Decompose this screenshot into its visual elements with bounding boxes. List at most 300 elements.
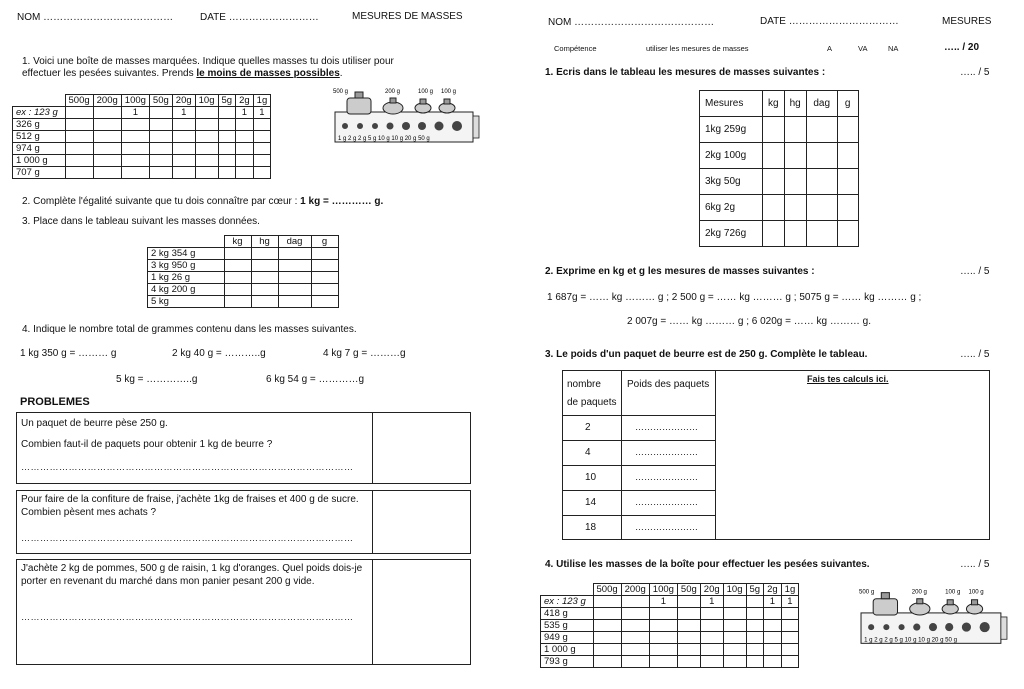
table-cell xyxy=(621,620,649,632)
table-cell xyxy=(172,131,195,143)
table-cell: 1 xyxy=(700,596,723,608)
table-cell xyxy=(763,195,785,221)
table-cell xyxy=(253,155,271,167)
problem-1-statement: Un paquet de beurre pèse 250 g. xyxy=(21,418,168,429)
table-cell xyxy=(251,296,278,308)
table-cell xyxy=(224,260,251,272)
table-cell xyxy=(621,644,649,656)
table-cell: 1 xyxy=(172,107,195,119)
q1-instruction-emphasis: le moins de masses possibles xyxy=(196,68,340,79)
table-row xyxy=(148,284,339,296)
table-cell xyxy=(65,143,93,155)
table-row xyxy=(541,620,799,632)
table-cell xyxy=(806,169,837,195)
table-cell xyxy=(593,644,621,656)
table-cell xyxy=(172,143,195,155)
table-cell xyxy=(784,143,806,169)
left-nom-field: NOM ………………………………… xyxy=(17,12,174,23)
table-cell xyxy=(723,656,746,668)
table-corner-cell xyxy=(13,95,66,107)
butter-row-line xyxy=(563,465,715,466)
table-cell xyxy=(746,632,764,644)
q2-text: 2. Complète l'égalité suivante que tu dois connaître par cœur : xyxy=(22,196,298,207)
table-cell xyxy=(172,167,195,179)
problem-3-answer-line: …………………………………………………………………………………………… xyxy=(21,612,354,622)
table-cell xyxy=(65,107,93,119)
table-cell xyxy=(65,155,93,167)
table-header-cell: dag xyxy=(806,91,837,117)
row-label-cell: 2kg 726g xyxy=(700,221,763,247)
table-cell xyxy=(677,656,700,668)
table-header-cell: 500g xyxy=(593,584,621,596)
row-label-cell: 793 g xyxy=(541,656,594,668)
table-header-cell: hg xyxy=(784,91,806,117)
row-label-cell: 3kg 50g xyxy=(700,169,763,195)
right-worksheet-title: MESURES xyxy=(942,16,992,27)
table-cell xyxy=(746,608,764,620)
table-row xyxy=(700,221,859,247)
table-cell xyxy=(278,296,311,308)
table-cell xyxy=(236,131,254,143)
table-cell xyxy=(764,644,782,656)
table-header-cell: kg xyxy=(224,236,251,248)
q4-instruction: 4. Indique le nombre total de grammes contenu dans les masses suivantes. xyxy=(22,324,357,335)
weights-small-labels: 1 g 2 g 2 g 5 g 10 g 10 g 20 g 50 g xyxy=(864,636,958,644)
table-cell xyxy=(172,119,195,131)
table-cell xyxy=(149,167,172,179)
table-header-cell: 2g xyxy=(236,95,254,107)
q4-item-3: 4 kg 7 g = ………g xyxy=(323,348,406,359)
table-header-cell: 10g xyxy=(723,584,746,596)
table-header-cell: g xyxy=(837,91,858,117)
q3-instruction: 3. Place dans le tableau suivant les masses données. xyxy=(22,216,260,227)
row-label-cell: 1 000 g xyxy=(541,644,594,656)
weight-label-100g-a: 100 g xyxy=(945,588,961,596)
table-cell xyxy=(746,644,764,656)
table-cell: 1 xyxy=(649,596,677,608)
table-cell xyxy=(593,596,621,608)
table-cell xyxy=(218,167,236,179)
table-header-cell: 200g xyxy=(93,95,121,107)
table-cell xyxy=(224,284,251,296)
table-cell xyxy=(677,632,700,644)
table-cell xyxy=(763,221,785,247)
table-row xyxy=(541,596,799,608)
butter-row-count: 14 xyxy=(585,497,597,508)
table-cell xyxy=(195,167,218,179)
table-row xyxy=(13,155,271,167)
weights-small-labels: 1 g 2 g 2 g 5 g 10 g 10 g 20 g 50 g xyxy=(338,136,430,142)
row-label-cell: 2kg 100g xyxy=(700,143,763,169)
row-label-cell: 6kg 2g xyxy=(700,195,763,221)
table-row xyxy=(13,143,271,155)
table-cell xyxy=(278,272,311,284)
row-label-cell: 2 kg 354 g xyxy=(148,248,225,260)
row-label-cell: 4 kg 200 g xyxy=(148,284,225,296)
r-q1-instruction: 1. Ecris dans le tableau les mesures de masses suivantes : xyxy=(545,67,826,78)
table-cell xyxy=(149,155,172,167)
table-cell xyxy=(253,119,271,131)
problem-2-box xyxy=(16,490,471,554)
table-row xyxy=(148,272,339,284)
table-cell xyxy=(837,169,858,195)
r-q2-line-1: 1 687g = …… kg ……… g ; 2 500 g = …… kg ……… g ; 5075 g = …… kg ……… g ; xyxy=(547,292,922,303)
table-cell xyxy=(121,143,149,155)
row-label-cell: 1 kg 26 g xyxy=(148,272,225,284)
r-q2-line-2: 2 007g = …… kg ……… g ; 6 020g = …… kg ……… g. xyxy=(627,316,871,327)
table-cell xyxy=(93,119,121,131)
problem-2-statement: Pour faire de la confiture de fraise, j'achète 1kg de fraises et 400 g de sucre. Combien pèsent mes achats ? xyxy=(21,494,359,518)
table-cell xyxy=(195,131,218,143)
butter-row-line xyxy=(563,415,715,416)
competence-text: utiliser les mesures de masses xyxy=(646,44,749,53)
table-cell xyxy=(806,143,837,169)
r-q2-score: ….. / 5 xyxy=(960,266,990,277)
table-cell xyxy=(723,620,746,632)
table-cell xyxy=(700,644,723,656)
table-cell xyxy=(236,119,254,131)
table-cell xyxy=(700,632,723,644)
weight-label-100g-b: 100 g xyxy=(441,89,457,95)
r-q1-score: ….. / 5 xyxy=(960,67,990,78)
table-header-cell: 100g xyxy=(121,95,149,107)
table-cell xyxy=(121,131,149,143)
right-worksheet xyxy=(512,0,1024,689)
table-cell xyxy=(195,119,218,131)
answer-column-divider xyxy=(372,491,373,553)
table-cell xyxy=(723,632,746,644)
table-cell xyxy=(723,608,746,620)
butter-row-count: 18 xyxy=(585,522,597,533)
table-cell xyxy=(251,284,278,296)
table-cell xyxy=(251,260,278,272)
table-cell xyxy=(649,608,677,620)
q1-instruction-end: . xyxy=(339,68,343,79)
table-cell xyxy=(837,195,858,221)
butter-row-line xyxy=(563,515,715,516)
table-cell xyxy=(195,107,218,119)
butter-row-weight-blank: ………………… xyxy=(635,447,698,457)
weight-label-100g-a: 100 g xyxy=(418,89,434,95)
table-header-cell: 2g xyxy=(764,584,782,596)
competence-va: VA xyxy=(858,44,868,53)
table-cell xyxy=(700,620,723,632)
table-cell xyxy=(195,143,218,155)
table-cell xyxy=(781,620,799,632)
table-row xyxy=(700,117,859,143)
table-cell xyxy=(236,167,254,179)
left-worksheet-title: MESURES DE MASSES xyxy=(352,11,463,22)
table-cell xyxy=(700,656,723,668)
table-cell xyxy=(593,608,621,620)
q4-item-4: 5 kg = …………..g xyxy=(116,374,198,385)
table-cell xyxy=(621,608,649,620)
problem-3-box xyxy=(16,559,471,665)
table-cell xyxy=(806,195,837,221)
table-row xyxy=(541,632,799,644)
table-cell xyxy=(224,272,251,284)
weight-label-200g: 200 g xyxy=(911,588,927,596)
table-row xyxy=(700,143,859,169)
table-cell xyxy=(218,131,236,143)
table-cell xyxy=(253,167,271,179)
table-header-cell: 500g xyxy=(65,95,93,107)
table-header-cell: g xyxy=(311,236,338,248)
row-label-cell: ex : 123 g xyxy=(541,596,594,608)
table-header-row xyxy=(541,584,799,596)
q4-item-5: 6 kg 54 g = …………g xyxy=(266,374,365,385)
butter-row-weight-blank: ………………… xyxy=(635,422,698,432)
butter-col1-header-b: de paquets xyxy=(567,397,617,408)
table-corner-cell xyxy=(148,236,225,248)
table-cell xyxy=(311,284,338,296)
table-cell: 1 xyxy=(781,596,799,608)
row-label-cell: 5 kg xyxy=(148,296,225,308)
problem-1-box xyxy=(16,412,471,484)
table-cell xyxy=(149,119,172,131)
table-cell xyxy=(763,169,785,195)
table-cell xyxy=(93,167,121,179)
row-label-cell: 1 000 g xyxy=(13,155,66,167)
right-date-field: DATE …………………………… xyxy=(760,16,899,27)
row-label-cell: 326 g xyxy=(13,119,66,131)
table-header-cell: 20g xyxy=(700,584,723,596)
table-cell xyxy=(93,143,121,155)
table-cell xyxy=(224,296,251,308)
table-cell xyxy=(121,119,149,131)
weight-label-100g-b: 100 g xyxy=(968,588,984,596)
butter-row-count: 2 xyxy=(585,422,591,433)
table-cell xyxy=(746,620,764,632)
table-header-row xyxy=(700,91,859,117)
table-row xyxy=(13,131,271,143)
table-cell xyxy=(700,608,723,620)
table-cell xyxy=(65,167,93,179)
table-cell xyxy=(781,608,799,620)
table-cell xyxy=(93,131,121,143)
table-cell xyxy=(149,143,172,155)
table-cell xyxy=(218,119,236,131)
total-score: ….. / 20 xyxy=(944,42,980,53)
table-cell xyxy=(764,620,782,632)
table-cell xyxy=(723,596,746,608)
table-cell xyxy=(172,155,195,167)
table-cell xyxy=(251,248,278,260)
problem-1-question: Combien faut-il de paquets pour obtenir 1 kg de beurre ? xyxy=(21,439,273,450)
table-cell xyxy=(121,167,149,179)
problem-2-answer-line: …………………………………………………………………………………………… xyxy=(21,533,354,543)
table-cell xyxy=(65,131,93,143)
table-cell xyxy=(837,143,858,169)
table-cell xyxy=(218,143,236,155)
table-cell xyxy=(593,620,621,632)
table-cell xyxy=(224,248,251,260)
competence-label: Compétence xyxy=(554,44,597,53)
table-cell xyxy=(253,131,271,143)
table-header-cell: 20g xyxy=(172,95,195,107)
table-cell: 1 xyxy=(121,107,149,119)
table-cell xyxy=(253,143,271,155)
weights-box-icon xyxy=(859,586,1009,652)
weights-box-icon xyxy=(333,86,481,150)
table-header-cell: 5g xyxy=(218,95,236,107)
right-weighing-table xyxy=(540,583,799,668)
right-nom-field: NOM …………………………………… xyxy=(548,17,715,28)
row-label-cell: 1kg 259g xyxy=(700,117,763,143)
table-cell xyxy=(723,644,746,656)
weight-label-500g: 500 g xyxy=(859,588,875,596)
table-header-cell: 200g xyxy=(621,584,649,596)
table-row xyxy=(541,656,799,668)
table-cell xyxy=(784,169,806,195)
table-header-cell: 5g xyxy=(746,584,764,596)
table-cell xyxy=(218,107,236,119)
butter-row-line xyxy=(563,440,715,441)
competence-a: A xyxy=(827,44,833,53)
weight-label-500g: 500 g xyxy=(333,89,349,95)
table-cell xyxy=(649,632,677,644)
right-weights-box-illustration xyxy=(859,586,1009,652)
table-cell xyxy=(121,155,149,167)
table-cell xyxy=(236,155,254,167)
butter-col-divider-1 xyxy=(621,371,622,539)
table-cell xyxy=(784,221,806,247)
r-q3-instruction: 3. Le poids d'un paquet de beurre est de 250 g. Complète le tableau. xyxy=(545,349,868,360)
row-label-cell: 974 g xyxy=(13,143,66,155)
table-cell xyxy=(649,656,677,668)
table-cell xyxy=(621,632,649,644)
table-cell xyxy=(621,596,649,608)
table-header-cell: dag xyxy=(278,236,311,248)
q4-item-2: 2 kg 40 g = ………..g xyxy=(172,348,266,359)
butter-row-line xyxy=(563,490,715,491)
q1-instruction-line2 xyxy=(22,68,343,79)
table-cell xyxy=(278,248,311,260)
table-cell xyxy=(746,596,764,608)
table-row xyxy=(148,296,339,308)
table-cell xyxy=(311,248,338,260)
table-header-cell: 100g xyxy=(649,584,677,596)
problem-1-answer-line: …………………………………………………………………………………………… xyxy=(21,462,354,472)
butter-col-divider-2 xyxy=(715,371,716,539)
table-header-cell: 1g xyxy=(781,584,799,596)
table-cell xyxy=(149,107,172,119)
table-cell: 1 xyxy=(236,107,254,119)
table-cell: 1 xyxy=(253,107,271,119)
left-weighing-table xyxy=(12,94,271,179)
butter-row-count: 10 xyxy=(585,472,597,483)
table-cell xyxy=(763,117,785,143)
table-cell xyxy=(93,155,121,167)
table-cell xyxy=(784,117,806,143)
weight-label-200g: 200 g xyxy=(385,89,401,95)
table-cell xyxy=(763,143,785,169)
table-cell xyxy=(593,632,621,644)
table-row xyxy=(13,167,271,179)
table-cell xyxy=(677,596,700,608)
butter-col2-header: Poids des paquets xyxy=(627,379,710,390)
table-row xyxy=(13,107,271,119)
table-cell xyxy=(784,195,806,221)
table-cell xyxy=(781,656,799,668)
table-cell xyxy=(621,656,649,668)
table-row xyxy=(541,644,799,656)
table-cell: 1 xyxy=(764,596,782,608)
row-label-cell: ex : 123 g xyxy=(13,107,66,119)
table-cell xyxy=(806,221,837,247)
butter-col1-header-a: nombre xyxy=(567,379,601,390)
table-header-cell: 1g xyxy=(253,95,271,107)
left-date-field: DATE ……………………… xyxy=(200,12,319,23)
table-row xyxy=(541,608,799,620)
butter-row-weight-blank: ………………… xyxy=(635,522,698,532)
table-header-row xyxy=(148,236,339,248)
table-cell xyxy=(746,656,764,668)
table-cell xyxy=(251,272,278,284)
row-label-cell: 512 g xyxy=(13,131,66,143)
problems-heading: PROBLEMES xyxy=(20,396,90,408)
competence-na: NA xyxy=(888,44,899,53)
r-q3-score: ….. / 5 xyxy=(960,349,990,360)
butter-row-weight-blank: ………………… xyxy=(635,472,698,482)
table-header-cell: 10g xyxy=(195,95,218,107)
left-units-table xyxy=(147,235,339,308)
table-cell xyxy=(781,644,799,656)
right-units-table xyxy=(699,90,859,247)
q1-instruction-text: effectuer les pesées suivantes. Prends xyxy=(22,68,194,79)
table-row xyxy=(700,195,859,221)
q1-instruction-line1: 1. Voici une boîte de masses marquées. Indique quelles masses tu dois utiliser pour xyxy=(22,56,394,67)
table-cell xyxy=(677,620,700,632)
table-header-cell: 50g xyxy=(149,95,172,107)
problem-3-statement: J'achète 2 kg de pommes, 500 g de raisin, 1 kg d'oranges. Quel poids dois-je porter en revenant du marché dans mon panier pesant 200 g vide. xyxy=(21,563,363,587)
butter-table-frame xyxy=(562,370,990,540)
table-row xyxy=(13,119,271,131)
table-corner-cell xyxy=(541,584,594,596)
table-header-cell: Mesures xyxy=(700,91,763,117)
r-q2-instruction: 2. Exprime en kg et g les mesures de masses suivantes : xyxy=(545,266,815,277)
table-header-cell: hg xyxy=(251,236,278,248)
table-cell xyxy=(311,272,338,284)
left-weights-box-illustration xyxy=(333,86,481,150)
table-cell xyxy=(649,620,677,632)
table-cell xyxy=(837,117,858,143)
table-cell xyxy=(593,656,621,668)
table-cell xyxy=(677,644,700,656)
table-cell xyxy=(837,221,858,247)
table-header-cell: 50g xyxy=(677,584,700,596)
table-cell xyxy=(764,632,782,644)
table-cell xyxy=(278,260,311,272)
q2-equation: 1 kg = ………… g. xyxy=(300,196,384,207)
table-cell xyxy=(764,608,782,620)
table-cell xyxy=(311,260,338,272)
table-cell xyxy=(195,155,218,167)
calculations-label: Fais tes calculs ici. xyxy=(807,374,889,384)
row-label-cell: 949 g xyxy=(541,632,594,644)
table-header-cell: kg xyxy=(763,91,785,117)
row-label-cell: 535 g xyxy=(541,620,594,632)
table-cell xyxy=(677,608,700,620)
table-cell xyxy=(806,117,837,143)
row-label-cell: 418 g xyxy=(541,608,594,620)
table-cell xyxy=(764,656,782,668)
table-row xyxy=(148,248,339,260)
q2-instruction xyxy=(22,196,383,207)
r-q4-score: ….. / 5 xyxy=(960,559,990,570)
table-cell xyxy=(781,632,799,644)
butter-row-count: 4 xyxy=(585,447,591,458)
